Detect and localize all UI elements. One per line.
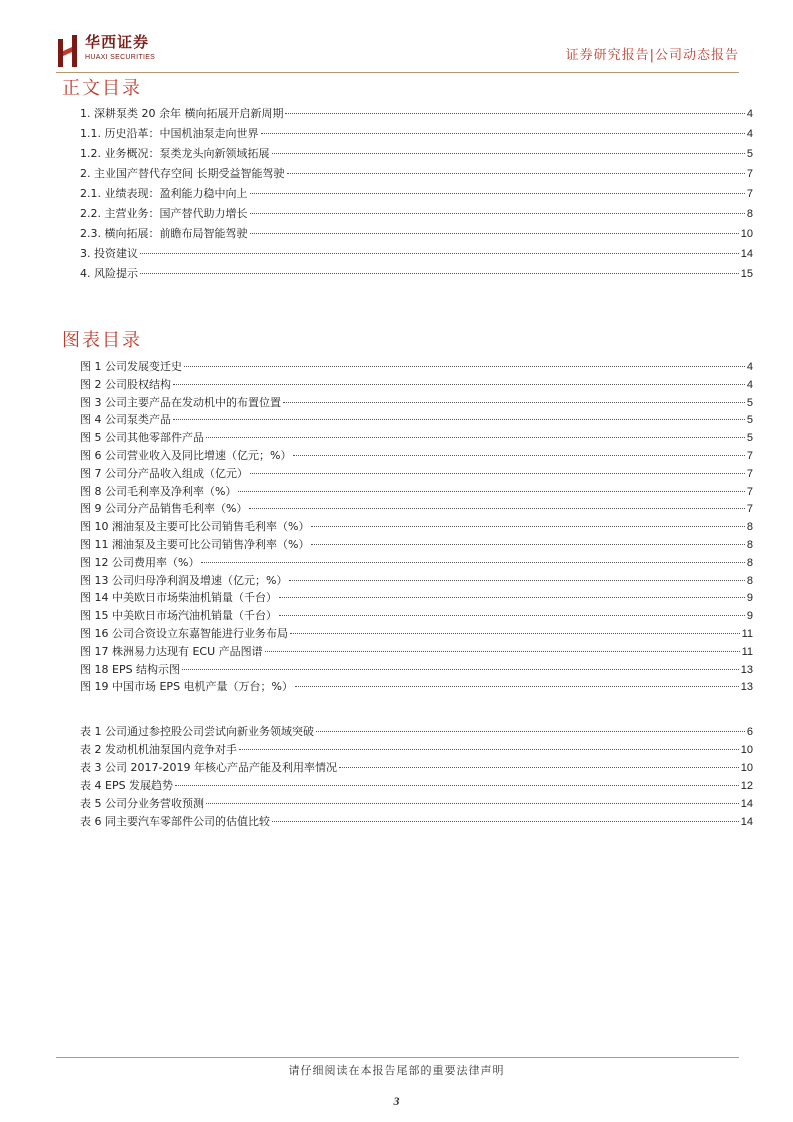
toc-entry-label: 图 3 公司主要产品在发动机中的布置位置: [80, 395, 281, 409]
toc-entry-page: 13: [740, 681, 753, 694]
toc-entry[interactable]: [80, 184, 753, 204]
toc-entry-label: 表 5 公司分业务营收预测: [80, 797, 204, 810]
toc-entry[interactable]: [80, 164, 753, 184]
toc-entry[interactable]: [80, 144, 753, 164]
toc-entry-page: 7: [746, 188, 753, 200]
toc-entry-label: 图 2 公司股权结构: [80, 377, 171, 391]
toc-entry[interactable]: [80, 795, 753, 813]
dot-leader: [295, 686, 739, 687]
toc-entry-page: 8: [746, 538, 753, 551]
toc-entry[interactable]: [80, 465, 753, 483]
toc-entry[interactable]: [80, 376, 753, 394]
toc-entry-label: 2.1. 业绩表现：盈利能力稳中向上: [80, 187, 248, 200]
toc-entry-label: 图 16 公司合资设立东嘉智能进行业务布局: [80, 626, 288, 640]
footer-rule: [56, 1057, 739, 1058]
toc-entry[interactable]: [80, 741, 753, 759]
toc-entry-page: 4: [746, 108, 753, 120]
toc-entry[interactable]: [80, 224, 753, 244]
dot-leader: [201, 562, 744, 563]
dot-leader: [311, 544, 744, 545]
toc-entry-page: 5: [746, 432, 753, 445]
dot-leader: [250, 213, 745, 214]
toc-entry[interactable]: [80, 429, 753, 447]
toc-entry-label: 2.3. 横向拓展：前瞻布局智能驾驶: [80, 227, 248, 240]
toc-entry[interactable]: [80, 518, 753, 536]
dot-leader: [285, 113, 744, 114]
toc-entry-page: 4: [746, 128, 753, 140]
toc-entry-label: 表 4 EPS 发展趋势: [80, 779, 174, 792]
toc-entry[interactable]: [80, 264, 753, 284]
toc-entry-page: 12: [740, 780, 753, 792]
dot-leader: [249, 508, 744, 509]
toc-entry-label: 图 9 公司分产品销售毛利率（%）: [80, 502, 248, 516]
toc-entry-page: 8: [746, 208, 753, 220]
toc-entry-page: 7: [746, 467, 753, 480]
toc-entry[interactable]: [80, 589, 753, 607]
dot-leader: [290, 633, 740, 634]
toc-entry[interactable]: [80, 124, 753, 144]
dot-leader: [175, 785, 739, 786]
toc-entry[interactable]: [80, 483, 753, 501]
dot-leader: [293, 455, 744, 456]
toc-entry-page: 14: [740, 816, 753, 828]
logo-cn: 华西证券: [85, 33, 150, 51]
toc-entry-page: 4: [746, 378, 753, 391]
legal-disclaimer: 请仔细阅读在本报告尾部的重要法律声明: [288, 1064, 505, 1077]
toc-entry[interactable]: [80, 643, 753, 661]
toc-entry-label: 图 6 公司营业收入及同比增速（亿元；%）: [80, 448, 292, 462]
toc-entry-page: 15: [740, 268, 753, 280]
toc-entry-page: 8: [746, 521, 753, 534]
toc-entry-page: 13: [740, 663, 753, 676]
toc-entry[interactable]: [80, 411, 753, 429]
toc-entry[interactable]: [80, 554, 753, 572]
logo-en: HUAXI SECURITIES: [85, 54, 156, 61]
toc-entry-label: 表 2 发动机机油泵国内竞争对手: [80, 743, 237, 756]
toc-entry-page: 14: [740, 248, 753, 260]
toc-entry-page: 7: [746, 168, 753, 180]
dot-leader: [250, 473, 745, 474]
toc-entry[interactable]: [80, 625, 753, 643]
tables-list: [80, 723, 753, 831]
toc-entry-label: 3. 投资建议: [80, 247, 138, 260]
toc-entry-label: 图 13 公司归母净利润及增速（亿元；%）: [80, 573, 288, 587]
toc-entry-page: 11: [741, 627, 753, 640]
dot-leader: [272, 153, 745, 154]
toc-entry-label: 图 1 公司发展变迁史: [80, 360, 182, 373]
dot-leader: [265, 651, 740, 652]
toc-entry-page: 9: [746, 610, 753, 623]
toc-entry[interactable]: [80, 500, 753, 518]
toc-entry-label: 表 6 同主要汽车零部件公司的估值比较: [80, 815, 270, 828]
logo-mark-icon: [56, 33, 80, 69]
toc-entry-page: 8: [746, 556, 753, 569]
toc-entry-page: 4: [746, 361, 753, 373]
dot-leader: [206, 803, 739, 804]
toc-entry-label: 2. 主业国产替代存空间 长期受益智能驾驶: [80, 167, 285, 180]
toc-entry-label: 图 15 中美欧日市场汽油机销量（千台）: [80, 609, 277, 623]
toc-entry-page: 8: [746, 574, 753, 587]
toc-entry-label: 1.1. 历史沿革：中国机油泵走向世界: [80, 127, 259, 140]
toc-entry-page: 9: [746, 592, 753, 605]
dot-leader: [173, 384, 745, 385]
dot-leader: [279, 597, 745, 598]
dot-leader: [339, 767, 739, 768]
toc-entry-page: 14: [740, 798, 753, 810]
toc-entry-label: 图 7 公司分产品收入组成（亿元）: [80, 466, 248, 480]
toc-entry[interactable]: [80, 447, 753, 465]
figures-title: 图表目录: [62, 330, 142, 351]
report-type: 证券研究报告|公司动态报告: [565, 48, 739, 63]
toc-entry[interactable]: [80, 813, 753, 831]
dot-leader: [238, 491, 744, 492]
toc-entry-label: 图 4 公司泵类产品: [80, 413, 171, 427]
dot-leader: [283, 402, 745, 403]
toc-entry-page: 7: [746, 485, 753, 498]
dot-leader: [287, 173, 745, 174]
toc-entry[interactable]: [80, 607, 753, 625]
toc-entry-page: 10: [740, 228, 753, 240]
toc-entry-page: 7: [746, 449, 753, 462]
toc-entry-page: 10: [740, 762, 753, 774]
toc-entry-page: 6: [746, 726, 753, 738]
dot-leader: [272, 821, 739, 822]
dot-leader: [261, 133, 745, 134]
toc-entry[interactable]: [80, 759, 753, 777]
dot-leader: [316, 731, 745, 732]
toc-entry-label: 图 11 湘油泵及主要可比公司销售净利率（%）: [80, 537, 310, 551]
toc-entry[interactable]: [80, 244, 753, 264]
toc-entry-label: 表 1 公司通过参控股公司尝试向新业务领域突破: [80, 725, 314, 738]
page-header: [56, 30, 739, 72]
toc-entry-label: 图 17 株洲易力达现有 ECU 产品图谱: [80, 644, 263, 658]
toc-entry[interactable]: [80, 536, 753, 554]
toc-entry-label: 2.2. 主营业务：国产替代助力增长: [80, 207, 248, 220]
toc-entry-page: 5: [746, 396, 753, 409]
toc-entry[interactable]: [80, 204, 753, 224]
dot-leader: [289, 580, 744, 581]
toc-entry-label: 图 18 EPS 结构示图: [80, 662, 181, 676]
dot-leader: [140, 273, 739, 274]
toc-entry-label: 1.2. 业务概况：泵类龙头向新领域拓展: [80, 147, 270, 160]
figures-list: [80, 358, 753, 696]
company-logo: [56, 33, 155, 69]
toc-entry[interactable]: [80, 723, 753, 741]
contents-title: 正文目录: [62, 78, 142, 99]
dot-leader: [279, 615, 745, 616]
toc-entry-label: 图 19 中国市场 EPS 电机产量（万台；%）: [80, 680, 294, 694]
toc-entry[interactable]: [80, 661, 753, 679]
toc-entry-label: 图 5 公司其他零部件产品: [80, 431, 204, 445]
toc-entry-label: 1. 深耕泵类 20 余年 横向拓展开启新周期: [80, 107, 284, 120]
toc-entry-page: 10: [740, 744, 753, 756]
page-number: 3: [393, 1094, 400, 1108]
toc-entry[interactable]: [80, 678, 753, 696]
toc-entry-page: 5: [746, 414, 753, 427]
toc-entry-label: 4. 风险提示: [80, 267, 138, 280]
toc-entry[interactable]: [80, 358, 753, 376]
toc-entry[interactable]: [80, 777, 753, 795]
contents-list: [80, 104, 753, 284]
toc-entry-label: 图 12 公司费用率（%）: [80, 555, 200, 569]
toc-entry-label: 图 14 中美欧日市场柴油机销量（千台）: [80, 591, 277, 605]
toc-entry-label: 表 3 公司 2017-2019 年核心产品产能及利用率情况: [80, 761, 337, 774]
dot-leader: [182, 669, 739, 670]
toc-entry-label: 图 8 公司毛利率及净利率（%）: [80, 484, 237, 498]
dot-leader: [206, 437, 745, 438]
toc-entry[interactable]: [80, 104, 753, 124]
toc-entry-page: 11: [741, 645, 753, 658]
dot-leader: [173, 419, 745, 420]
dot-leader: [184, 366, 745, 367]
toc-entry-page: 7: [746, 503, 753, 516]
dot-leader: [140, 253, 739, 254]
toc-entry-label: 图 10 湘油泵及主要可比公司销售毛利率（%）: [80, 520, 310, 534]
dot-leader: [311, 526, 744, 527]
dot-leader: [250, 193, 745, 194]
header-rule: [56, 72, 739, 73]
toc-entry-page: 5: [746, 148, 753, 160]
dot-leader: [239, 749, 739, 750]
toc-entry[interactable]: [80, 394, 753, 412]
dot-leader: [250, 233, 739, 234]
toc-entry[interactable]: [80, 572, 753, 590]
